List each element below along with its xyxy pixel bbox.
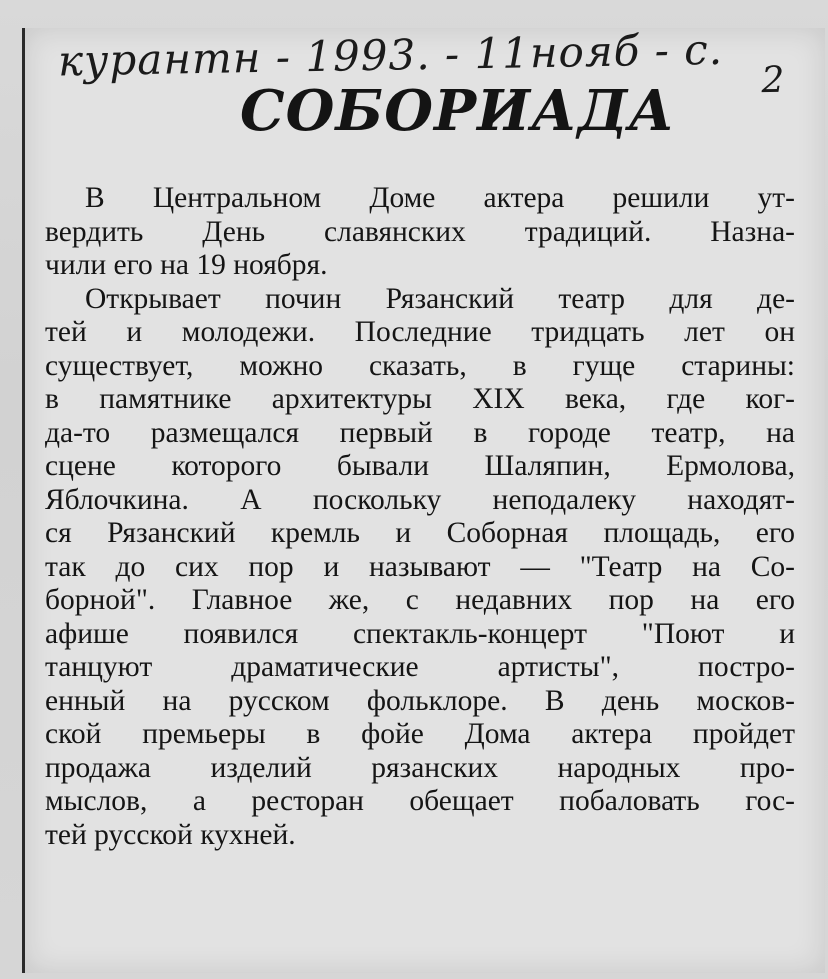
article-line: так до сих пор и называют — "Театр на Со-	[45, 550, 795, 583]
article-line: ской премьеры в фойе Дома актера пройдет	[45, 718, 795, 750]
article-line: танцуют драматические артисты", постро-	[45, 651, 795, 683]
article-line: продажа изделий рязанских народных про-	[45, 751, 795, 784]
article-line: сцене которого бывали Шаляпин, Ермолова,	[45, 450, 795, 482]
article-line: Открывает почин Рязанский театр для де-	[85, 282, 795, 315]
article-line: вердить День славянских традиций. Назна-	[45, 215, 795, 248]
article-line: мыслов, а ресторан обещает побаловать гос-	[45, 785, 795, 817]
article-line: да-то размещался первый в городе театр, на	[45, 416, 795, 449]
article-headline: СОБОРИАДА	[240, 78, 676, 144]
article-line: В Центральном Доме актера решили ут-	[85, 182, 795, 214]
article-body	[45, 182, 795, 852]
article-line: ся Рязанский кремль и Соборная площадь, его	[45, 517, 795, 549]
article-line: тей и молодежи. Последние тридцать лет он	[45, 316, 795, 348]
article-line: чили его на 19 ноября.	[45, 249, 328, 281]
article-line: афише появился спектакль-концерт "Поют и	[45, 617, 795, 650]
article-line: в памятнике архитектуры XIX века, где ког-	[45, 383, 795, 415]
article-line: тей русской кухней.	[45, 818, 296, 851]
article-line: существует, можно сказать, в гуще старины:	[45, 349, 795, 382]
article-line: Яблочкина. А поскольку неподалеку находят-	[45, 483, 795, 516]
article-line: борной". Главное же, с недавних пор на его	[45, 584, 795, 616]
article-line: енный на русском фольклоре. В день москов-	[45, 684, 795, 717]
handwritten-page-number: 2	[761, 59, 786, 102]
handwritten-source-text: курантн - 1993. - 11нояб - с.	[57, 24, 724, 86]
